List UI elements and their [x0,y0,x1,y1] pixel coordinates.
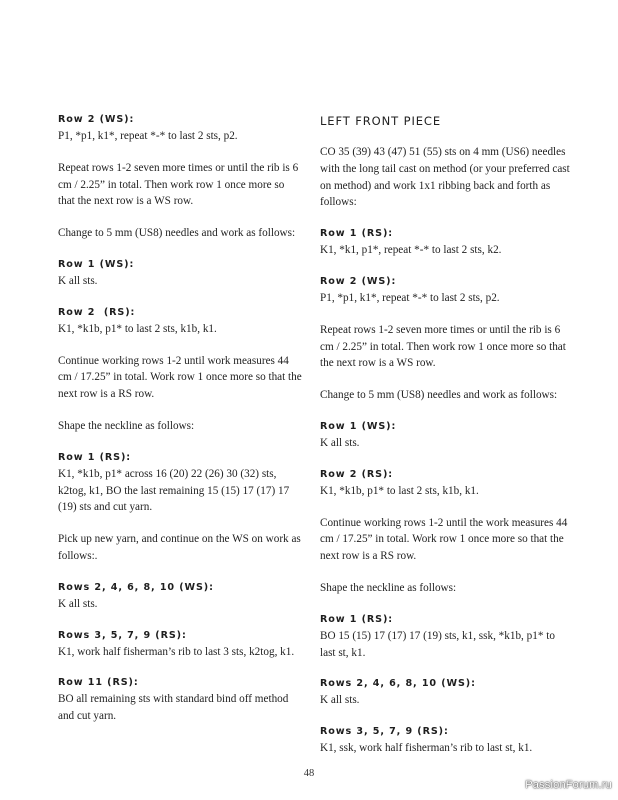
instruction-text: P1, *p1, k1*, repeat *-* to last 2 sts, p2. [58,130,238,142]
left-block [58,675,303,725]
right-block [320,724,570,757]
watermark: PassionForum.ru [525,779,612,791]
instruction-label: Rows 2, 4, 6, 8, 10 (WS): [58,581,214,593]
right-block [320,322,570,372]
instruction-text: K all sts. [320,694,360,707]
instruction-label: Rows 3, 5, 7, 9 (RS): [320,726,449,738]
right-block [320,676,570,709]
left-block [58,257,303,290]
instruction-text: P1, *p1, k1*, repeat *-* to last 2 sts, p2. [320,291,500,304]
left-block [58,305,303,338]
instruction-label: Row 1 (WS): [320,420,397,432]
instruction-text: Repeat rows 1-2 seven more times or until the rib is 6 cm / 2.25” in total. Then work row 1 once more so that the next row is a WS row. [58,161,299,208]
instruction-text: CO 35 (39) 43 (47) 51 (55) sts on 4 mm (US6) needles with the long tail cast on method (or your preferred cast on method) and work 1x1 ribbing back and forth as follows: [320,146,570,209]
left-column [58,112,303,740]
right-block [320,419,570,452]
instruction-text: K1, *k1b, p1* to last 2 sts, k1b, k1. [320,484,479,497]
instruction-label: Row 1 (RS): [320,613,393,625]
right-block [320,467,570,500]
page-number: 48 [303,768,315,779]
instruction-text: K all sts. [320,436,360,449]
left-block [58,225,303,242]
instruction-text: K1, *k1b, p1* to last 2 sts, k1b, k1. [58,322,217,335]
instruction-text: Shape the neckline as follows: [58,419,195,432]
instruction-label: Row 1 (WS): [58,258,135,270]
right-column [320,112,570,772]
instruction-text: Continue working rows 1-2 until work measures 44 cm / 17.25” in total. Work row 1 once more so that the next row is a RS row. [58,354,302,401]
left-block [58,160,303,210]
instruction-text: Repeat rows 1-2 seven more times or until the rib is 6 cm / 2.25” in total. Then work row 1 once more so that the next row is a WS row. [320,323,566,370]
instruction-text: K1, work half fisherman’s rib to last 3 sts, k2tog, k1. [58,645,295,658]
instruction-text: K all sts. [58,274,98,287]
instruction-text: Continue working rows 1-2 until the work measures 44 cm / 17.25” in total. Work row 1 once more so that the next row is a RS row. [320,516,568,563]
right-block [320,515,570,565]
instruction-text: K1, *k1, p1*, repeat *-* to last 2 sts, k2. [320,244,502,257]
instruction-label: Row 1 (RS): [320,228,393,240]
instruction-text: Change to 5 mm (US8) needles and work as follows: [320,389,558,402]
instruction-label: Row 2 (RS): [320,468,393,480]
instruction-text: Shape the neckline as follows: [320,581,457,594]
instruction-label: Row 1 (RS): [58,451,131,463]
right-block [320,144,570,211]
left-block [58,112,303,145]
instruction-label: Row 11 (RS): [58,677,139,689]
instruction-label: Rows 3, 5, 7, 9 (RS): [58,629,187,641]
instruction-text: Change to 5 mm (US8) needles and work as follows: [58,227,296,240]
right-block [320,387,570,404]
right-block [320,580,570,597]
section-title: LEFT FRONT PIECE [320,114,441,128]
left-block [58,531,303,565]
instruction-text: BO 15 (15) 17 (17) 17 (19) sts, k1, ssk, *k1b, p1* to last st, k1. [320,629,555,659]
left-block [58,353,303,403]
right-block [320,226,570,259]
left-block [58,580,303,613]
instruction-label: Row 2 (RS): [58,306,136,318]
left-block [58,628,303,661]
right-block [320,274,570,307]
instruction-text: K all sts. [58,597,98,610]
instruction-label: Rows 2, 4, 6, 8, 10 (WS): [320,678,476,690]
right-block [320,612,570,662]
instruction-text: BO all remaining sts with standard bind off method and cut yarn. [58,693,289,723]
instruction-text: K1, *k1b, p1* across 16 (20) 22 (26) 30 (32) sts, k2tog, k1, BO the last remaining 15 (15) 17 (17) 17 (19) sts and cut yarn. [58,467,290,514]
instruction-label: Row 2 (WS): [320,275,397,287]
instruction-text: Pick up new yarn, and continue on the WS on work as follows:. [58,533,301,562]
instruction-label: Row 2 (WS): [58,114,135,125]
left-block [58,418,303,435]
left-block [58,450,303,516]
instruction-text: K1, ssk, work half fisherman’s rib to last st, k1. [320,742,533,755]
